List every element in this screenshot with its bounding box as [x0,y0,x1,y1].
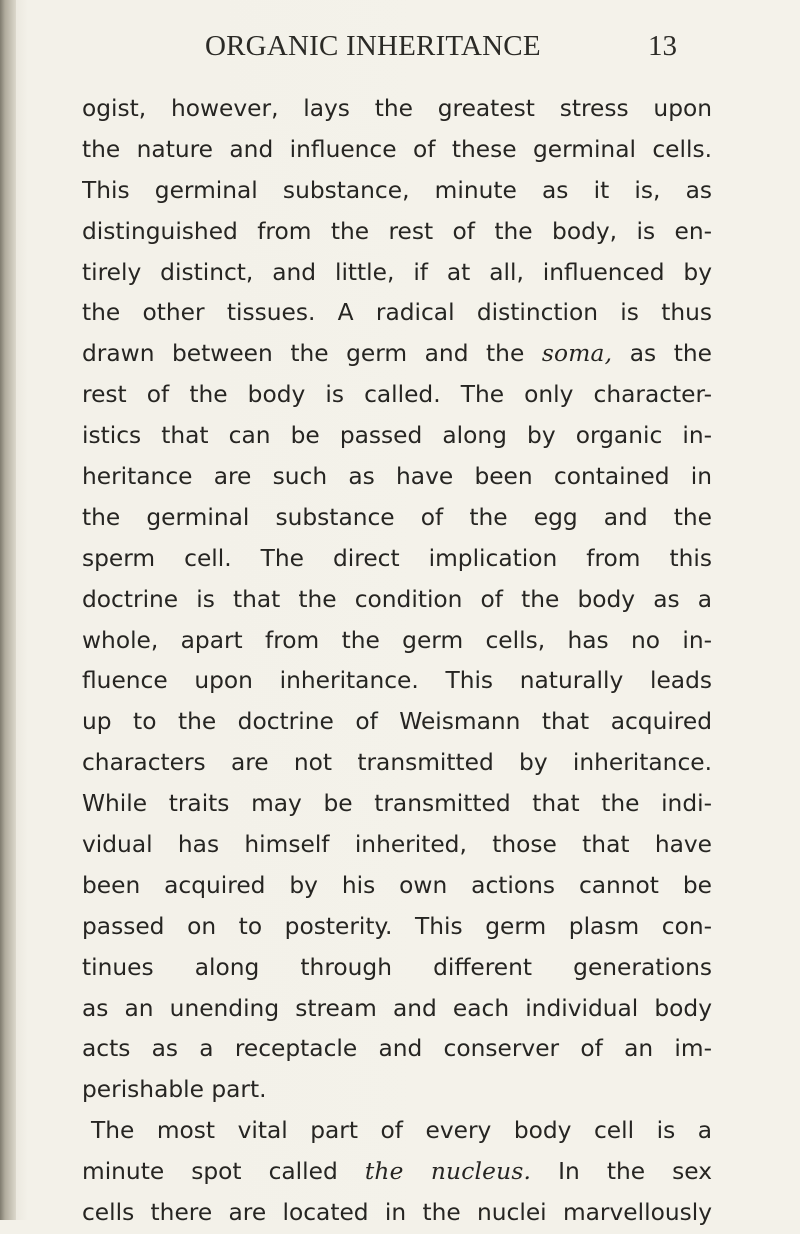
italic-word-soma: soma, [541,340,613,368]
text-line-03: This germinal substance, minute as it is, as [82,176,712,204]
text-line-21: passed on to posterity. This germ plasm con- [82,912,712,940]
text-line-16: up to the doctrine of Weismann that acquired [82,708,712,736]
text-line-14: whole, apart from the germ cells, has no in- [82,626,712,654]
page-header [0,30,800,70]
text-line-07 [82,334,712,375]
text-line-02: the nature and influence of these germinal cells. [82,135,712,163]
running-head-title: ORGANIC INHERITANCE [205,30,541,62]
page-number: 13 [648,30,677,62]
text-line-19: vidual has himself inherited, those that have [82,831,712,859]
text-line-12: sperm cell. The direct implication from this [82,544,712,572]
text-line-07-part-1: drawn between the germ and the [82,340,542,368]
text-line-13: doctrine is that the condition of the body as a [82,585,712,613]
text-line-17: characters are not transmitted by inheritance. [82,749,712,777]
italic-phrase-the-nucleus: the nucleus. [364,1158,532,1186]
text-line-27-part-1: minute spot called [82,1158,365,1186]
body-text [82,89,712,1234]
text-line-27 [82,1152,712,1193]
text-line-06: the other tissues. A radical distinction is thus [82,299,712,327]
text-line-01: ogist, however, lays the greatest stress upon [82,95,712,122]
text-line-08: rest of the body is called. The only character- [82,381,712,409]
text-line-18: While traits may be transmitted that the indi- [82,790,712,818]
text-line-10: heritance are such as have been contained in [82,463,712,491]
text-line-07-part-3: as the [612,340,712,368]
text-line-28: cells there are located in the nuclei marvellously [82,1199,712,1227]
text-line-27-part-3: In the sex [531,1158,712,1186]
text-line-11: the germinal substance of the egg and the [82,503,712,531]
text-line-23: as an unending stream and each individual body [82,994,712,1022]
text-line-15: fluence upon inheritance. This naturally leads [82,667,712,695]
text-line-05: tirely distinct, and little, if at all, influenced by [82,258,712,286]
text-line-20: been acquired by his own actions cannot be [82,871,712,899]
text-line-09: istics that can be passed along by organic in- [82,422,712,450]
page-binding-edge [0,0,16,1220]
text-line-26: The most vital part of every body cell is a [91,1117,712,1145]
text-line-25: perishable part. [82,1076,267,1104]
text-line-24: acts as a receptacle and conserver of an im- [82,1035,712,1063]
text-line-22: tinues along through different generations [82,953,712,981]
text-line-04: distinguished from the rest of the body, is en- [82,217,712,245]
